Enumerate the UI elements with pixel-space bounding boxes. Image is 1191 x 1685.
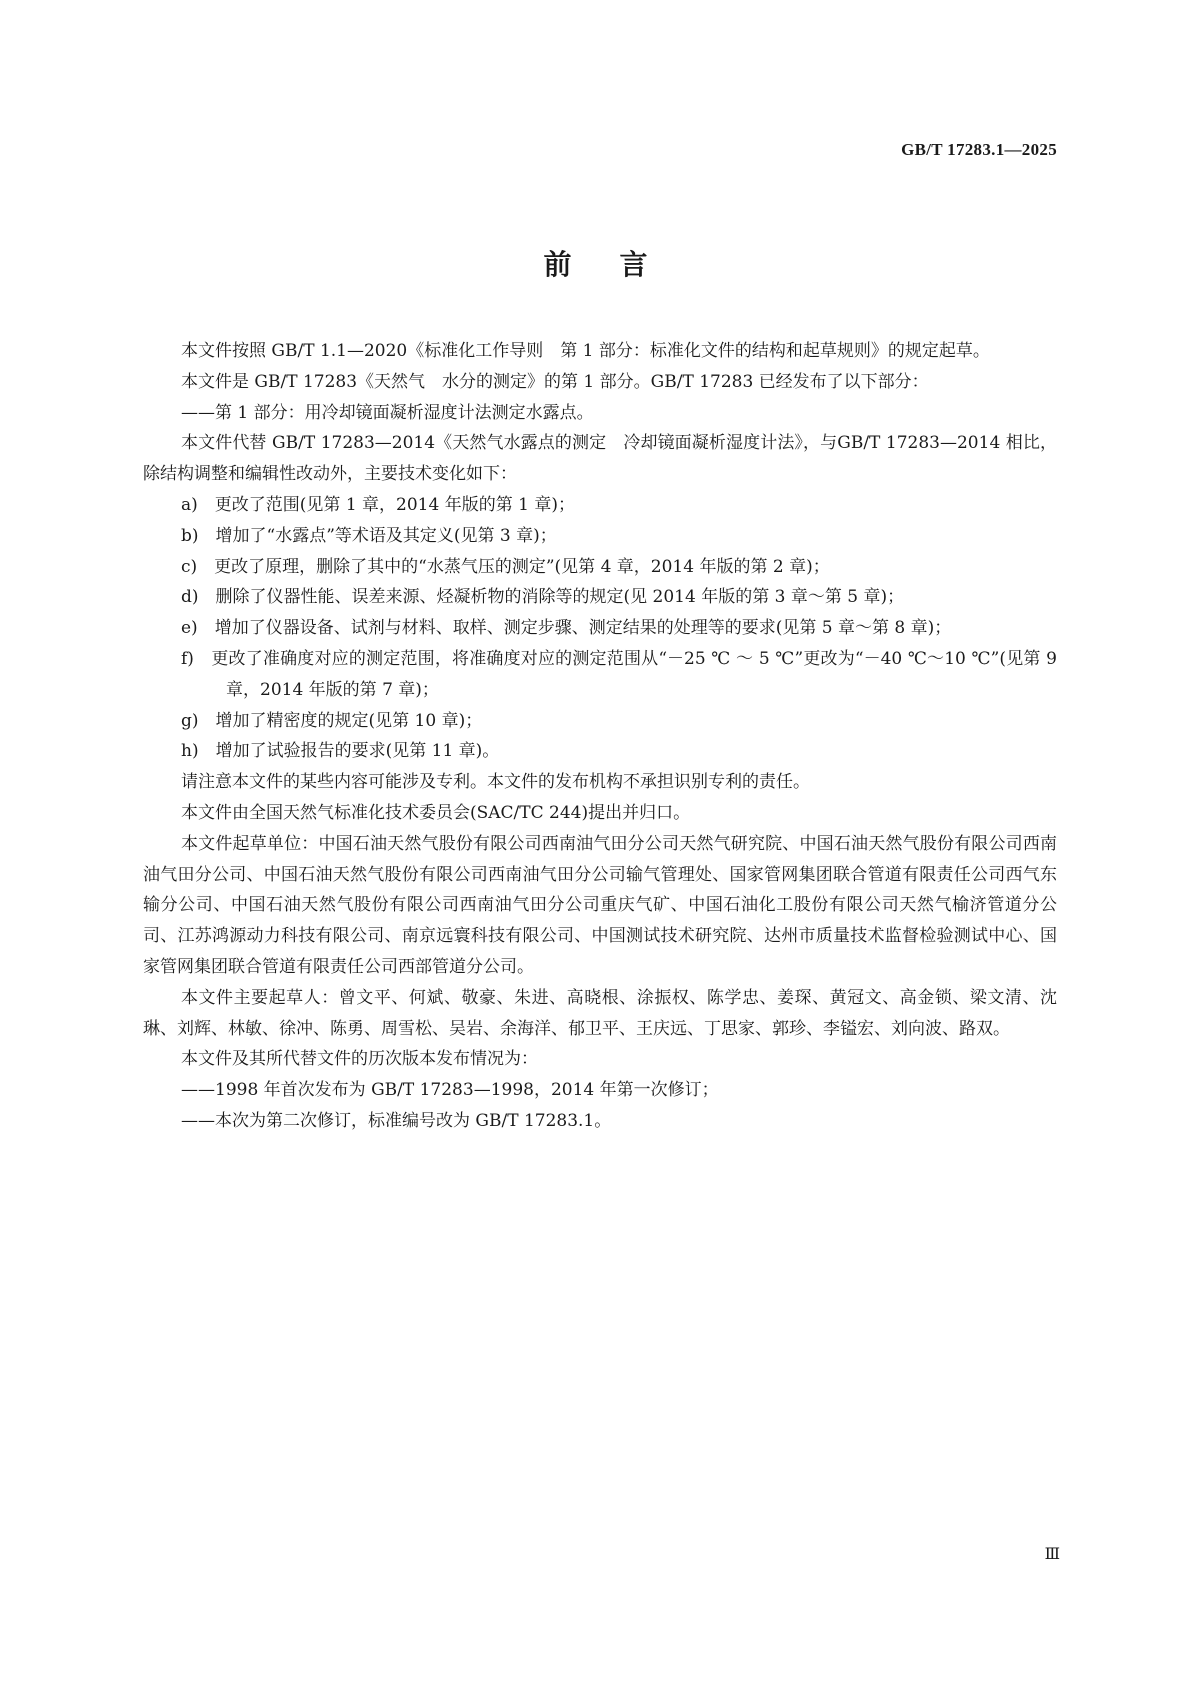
document-number: GB/T 17283.1—2025 — [901, 140, 1057, 159]
list-item — [143, 552, 1057, 583]
paragraph-drafting-rules: 本文件按照 GB/T 1.1—2020《标准化工作导则 第 1 部分：标准化文件的结构和起草规则》的规定起草。 — [181, 341, 990, 361]
list-item — [143, 490, 1057, 521]
list-item — [143, 706, 1057, 737]
list-item-text: 增加了试验报告的要求(见第 11 章)。 — [215, 741, 500, 762]
list-item — [143, 736, 1057, 767]
list-marker: d) — [181, 587, 199, 608]
paragraph-patent-notice: 请注意本文件的某些内容可能涉及专利。本文件的发布机构不承担识别专利的责任。 — [181, 772, 810, 793]
list-item-text: 更改了原理，删除了其中的“水蒸气压的测定”(见第 4 章，2014 年版的第 2 章)； — [214, 556, 830, 577]
page-number: Ⅲ — [1044, 1546, 1060, 1563]
list-item-text: 删除了仪器性能、误差来源、烃凝析物的消除等的规定(见 2014 年版的第 3 章～第 5 章)； — [215, 587, 905, 608]
preface-body — [143, 336, 1057, 1137]
dash-item-history-current: ——本次为第二次修订，标准编号改为 GB/T 17283.1。 — [181, 1110, 612, 1131]
list-item-text: 增加了“水露点”等术语及其定义(见第 3 章)； — [215, 525, 557, 546]
list-item — [143, 644, 1057, 706]
list-marker: h) — [181, 741, 199, 762]
paragraph-drafting-units: 本文件起草单位：中国石油天然气股份有限公司西南油气田分公司天然气研究院、中国石油天然气股份有限公司西南油气田分公司、中国石油天然气股份有限公司西南油气田分公司输气管理处、国家管网集团联合管道有限责任公司西气东输分公司、中国石油天然气股份有限公司西南油气田分公司重庆气矿、中国石油化工股份有限公司天然气榆济管道分公司、江苏鸿源动力科技有限公司、南京远寰科技有限公司、中国测试技术研究院、达州市质量技术监督检验测试中心、国家管网集团联合管道有限责任公司西部管道分公司。 — [143, 833, 1057, 977]
list-marker: e) — [181, 618, 198, 639]
paragraph-part-info: 本文件是 GB/T 17283《天然气 水分的测定》的第 1 部分。GB/T 17283 已经发布了以下部分： — [181, 371, 929, 392]
dash-item-history-1998: ——1998 年首次发布为 GB/T 17283—1998，2014 年第一次修订； — [181, 1080, 719, 1101]
paragraph-committee: 本文件由全国天然气标准化技术委员会(SAC/TC 244)提出并归口。 — [181, 802, 691, 823]
list-item — [143, 582, 1057, 613]
paragraph-replacement: 本文件代替 GB/T 17283—2014《天然气水露点的测定 冷却镜面凝析湿度计法》，与GB/T 17283—2014 相比，除结构调整和编辑性改动外，主要技术变化如下： — [143, 433, 1057, 485]
list-marker: f) — [181, 648, 194, 669]
list-item-text: 增加了仪器设备、试剂与材料、取样、测定步骤、测定结果的处理等的要求(见第 5 章～第 8 章)； — [214, 618, 952, 639]
changes-list — [143, 490, 1057, 767]
list-item-text: 增加了精密度的规定(见第 10 章)； — [215, 710, 483, 731]
list-marker: a) — [181, 494, 198, 515]
paragraph-history: 本文件及其所代替文件的历次版本发布情况为： — [181, 1049, 538, 1070]
dash-item-part1: ——第 1 部分：用冷却镜面凝析湿度计法测定水露点。 — [181, 402, 594, 423]
list-item — [143, 613, 1057, 644]
page-title: 前言 — [543, 248, 696, 281]
list-item-text: 更改了范围(见第 1 章，2014 年版的第 1 章)； — [214, 494, 575, 515]
list-item — [143, 521, 1057, 552]
list-marker: g) — [181, 710, 199, 731]
list-marker: b) — [181, 525, 199, 546]
list-item-text: 更改了准确度对应的测定范围，将准确度对应的测定范围从“－25 ℃ ～ 5 ℃”更改为“－40 ℃～10 ℃”(见第 9 章，2014 年版的第 7 章)； — [211, 648, 1057, 700]
paragraph-drafters: 本文件主要起草人：曾文平、何斌、敬豪、朱进、高晓根、涂振权、陈学忠、姜琛、黄冠文、高金锁、梁文清、沈琳、刘辉、林敏、徐冲、陈勇、周雪松、吴岩、余海洋、郁卫平、王庆远、丁思家、郭珍、李镒宏、刘向波、路双。 — [143, 987, 1057, 1039]
list-marker: c) — [181, 556, 198, 577]
